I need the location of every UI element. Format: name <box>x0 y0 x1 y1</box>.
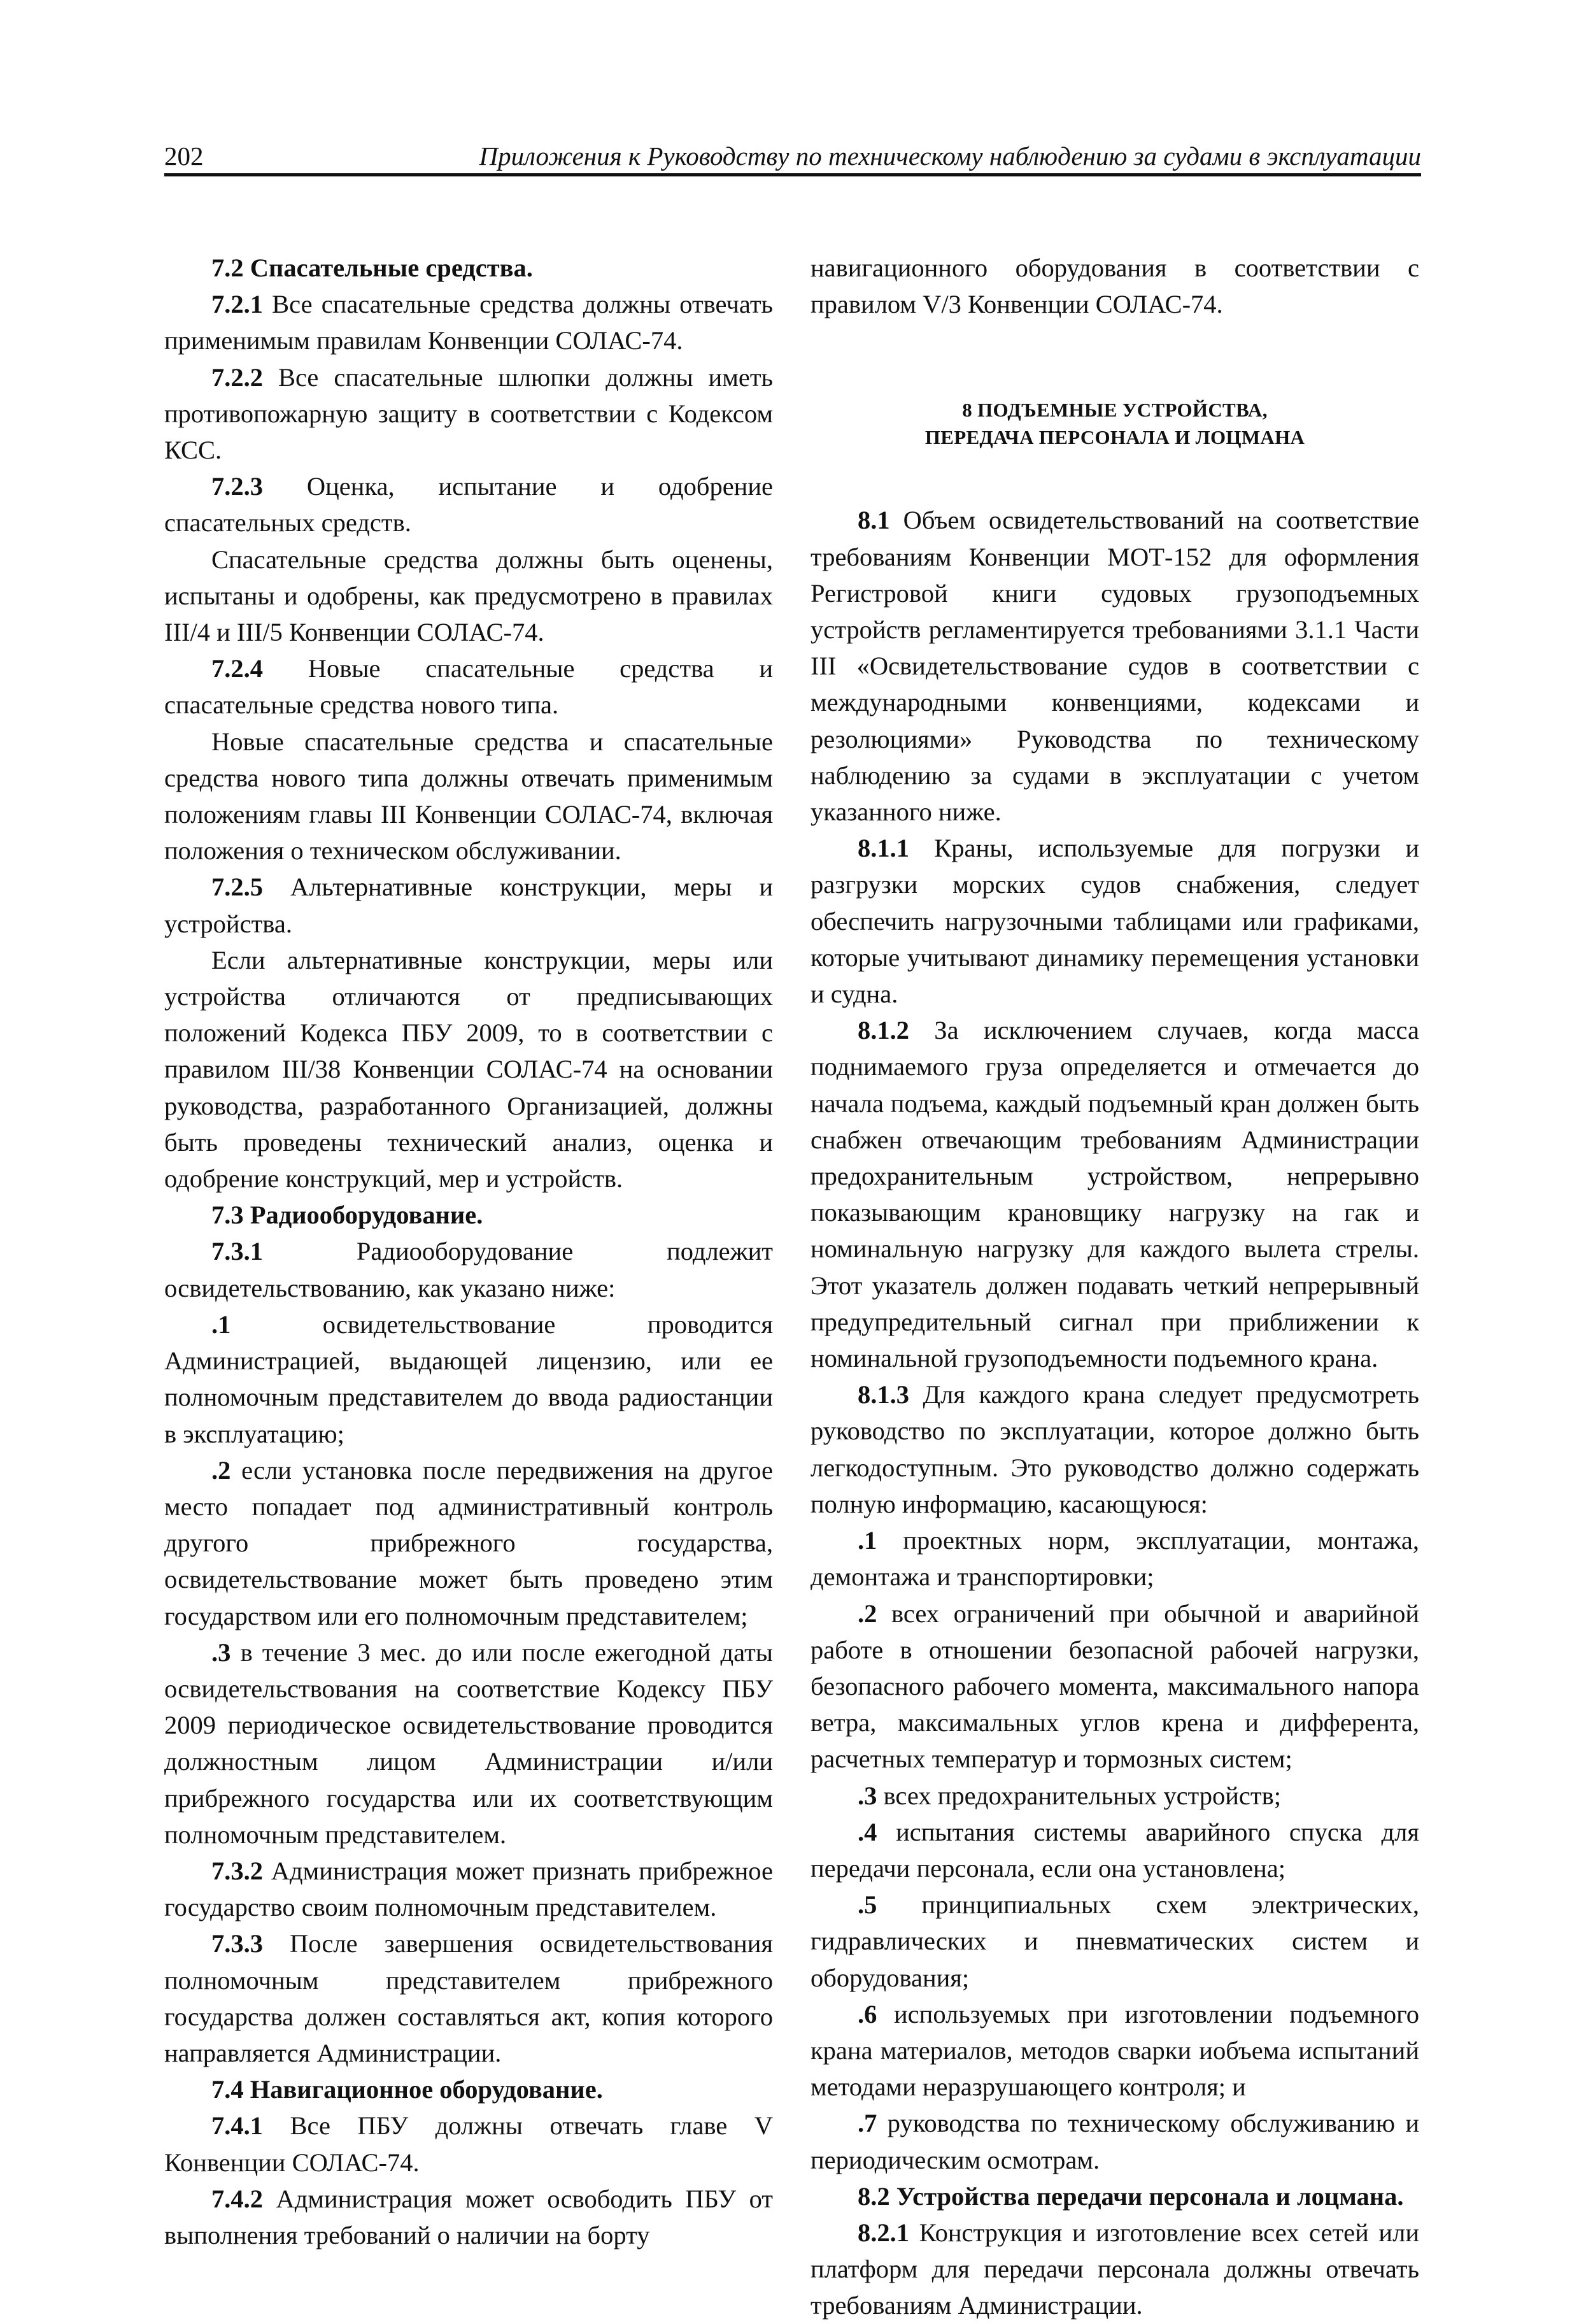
clause-text: если установка после передвижения на другое место попадает под административный контроль другого прибрежного государства, освидетельствование может быть проведено этим государством или его полномочным представителем; <box>164 1455 773 1630</box>
paragraph <box>164 1197 773 1233</box>
paragraph <box>811 1778 1419 1814</box>
clause-text: Все спасательные средства должны отвечать применимым правилам Конвенции СОЛАС-74. <box>164 290 773 355</box>
clause-number: .5 <box>858 1890 877 1920</box>
paragraph <box>164 2071 773 2107</box>
clause-number: 8.1.2 <box>858 1016 909 1045</box>
page-header <box>164 139 1421 176</box>
clause-number: .2 <box>211 1455 231 1485</box>
clause-text: испытания системы аварийного спуска для передачи персонала, если она установлена; <box>811 1817 1419 1883</box>
paragraph <box>164 2107 773 2180</box>
clause-text: Все спасательные шлюпки должны иметь противопожарную защиту в соответствии с Кодексом КСС. <box>164 362 773 465</box>
clause-text: Все ПБУ должны отвечать главе V Конвенции СОЛАС-74. <box>164 2111 773 2177</box>
paragraph <box>811 1814 1419 1886</box>
clause-text: Краны, используемые для погрузки и разгрузки морских судов снабжения, следует обеспечить нагрузочными таблицами или графиками, которые учитывают динамику перемещения установки и судна. <box>811 834 1419 1009</box>
clause-text: Администрация может признать прибрежное государство своим полномочным представителем. <box>164 1856 773 1922</box>
paragraph <box>811 2178 1419 2214</box>
section-heading-line: ПЕРЕДАЧА ПЕРСОНАЛА И ЛОЦМАНА <box>924 426 1305 449</box>
page-number: 202 <box>164 141 204 171</box>
paragraph <box>811 502 1419 830</box>
paragraph <box>164 650 773 723</box>
right-column <box>811 250 1419 2324</box>
clause-number: .4 <box>858 1817 877 1846</box>
clause-number: 8.1 <box>858 506 890 535</box>
clause-number: 8.2 Устройства передачи персонала и лоцмана. <box>858 2181 1404 2211</box>
clause-number: .2 <box>858 1599 877 1628</box>
paragraph <box>164 541 773 651</box>
clause-text: в течение 3 мес. до или после ежегодной даты освидетельствования на соответствие Кодексу ПБУ 2009 периодическое освидетельствование проводится должностным лицом Администрации и/или прибрежного государства или их соответствующим полномочным представителем. <box>164 1637 773 1849</box>
paragraph <box>164 1306 773 1452</box>
section-heading-line: 8 ПОДЪЕМНЫЕ УСТРОЙСТВА, <box>962 399 1268 422</box>
clause-number: 7.4.1 <box>211 2111 263 2141</box>
paragraph <box>811 2214 1419 2324</box>
clause-number: 7.4.2 <box>211 2184 263 2213</box>
paragraph <box>811 1012 1419 1376</box>
clause-number: 8.1.3 <box>858 1380 909 1409</box>
clause-text: руководства по техническому обслуживанию и периодическим осмотрам. <box>811 2109 1419 2174</box>
clause-number: 8.1.1 <box>858 834 909 863</box>
paragraph <box>811 1376 1419 1522</box>
paragraph <box>811 830 1419 1012</box>
paragraph <box>164 2181 773 2253</box>
clause-number: .3 <box>211 1637 231 1667</box>
clause-text: освидетельствование проводится Администрацией, выдающей лицензию, или ее полномочным представителем до ввода радиостанции в эксплуатацию; <box>164 1309 773 1448</box>
running-title: Приложения к Руководству по техническому наблюдению за судами в эксплуатации <box>479 141 1421 171</box>
clause-text: Администрация может освободить ПБУ от выполнения требований о наличии на борту <box>164 2184 773 2249</box>
clause-text: Радиооборудование подлежит освидетельствованию, как указано ниже: <box>164 1237 773 1302</box>
clause-text: всех предохранительных устройств; <box>877 1781 1281 1810</box>
clause-number: 7.2.4 <box>211 654 263 683</box>
paragraph <box>164 1452 773 1634</box>
clause-number: 7.3 Радиооборудование. <box>211 1201 483 1230</box>
paragraph <box>164 250 773 286</box>
clause-number: 7.2 Спасательные средства. <box>211 253 533 282</box>
left-column <box>164 250 773 2253</box>
clause-text: всех ограничений при обычной и аварийной работе в отношении безопасной рабочей нагрузки, безопасного рабочего момента, максимального напора ветра, максимальных углов крена и дифферента, расчетных температур и тормозных систем; <box>811 1599 1419 1774</box>
clause-text: Объем освидетельствований на соответствие требованиям Конвенции МОТ-152 для оформления Регистровой книги судовых грузоподъемных устройств регламентируется требованиями 3.1.1 Части III «Освидетельствование судов в соответствии с международными конвенциями, кодексами и резолюциями» Руководства по техническому наблюдению за судами в эксплуатации с учетом указанного ниже. <box>811 506 1419 827</box>
clause-number: 7.4 Навигационное оборудование. <box>211 2075 603 2104</box>
clause-text: проектных норм, эксплуатации, монтажа, демонтажа и транспортировки; <box>811 1526 1419 1592</box>
clause-text: используемых при изготовлении подъемного крана материалов, методов сварки иобъема испытаний методами неразрушающего контроля; и <box>811 1999 1419 2102</box>
clause-text: Новые спасательные средства и спасательные средства нового типа должны отвечать применимым положениям главы III Конвенции СОЛАС-74, включая положения о техническом обслуживании. <box>164 727 773 866</box>
paragraph <box>811 1886 1419 1996</box>
clause-text: принципиальных схем электрических, гидравлических и пневматических систем и оборудования; <box>811 1890 1419 1992</box>
paragraph <box>164 359 773 469</box>
paragraph <box>164 1634 773 1853</box>
section-heading <box>811 396 1419 451</box>
clause-number: 7.2.1 <box>211 290 263 319</box>
clause-number: 7.3.1 <box>211 1237 263 1266</box>
paragraph <box>164 724 773 869</box>
clause-text: Новые спасательные средства и спасательные средства нового типа. <box>164 654 773 720</box>
continuation-paragraph: навигационного оборудования в соответствии с правилом V/3 Конвенции СОЛАС-74. <box>811 253 1419 319</box>
paragraph <box>164 869 773 941</box>
clause-number: 7.2.3 <box>211 472 263 501</box>
paragraph <box>811 1595 1419 1778</box>
clause-number: .3 <box>858 1781 877 1810</box>
paragraph <box>811 2105 1419 2178</box>
clause-number: .7 <box>858 2109 877 2138</box>
paragraph <box>164 468 773 541</box>
clause-number: .1 <box>858 1526 877 1555</box>
clause-number: 8.2.1 <box>858 2218 909 2247</box>
clause-number: .1 <box>211 1309 231 1339</box>
clause-number: 7.3.2 <box>211 1856 263 1885</box>
paragraph <box>811 1996 1419 2106</box>
clause-text: После завершения освидетельствования полномочным представителем прибрежного государства должен составляться акт, копия которого направляется Администрации. <box>164 1929 773 2067</box>
clause-text: Оценка, испытание и одобрение спасательных средств. <box>164 472 773 538</box>
paragraph <box>811 1522 1419 1595</box>
clause-number: 7.2.5 <box>211 873 263 902</box>
paragraph <box>164 942 773 1197</box>
paragraph <box>164 1233 773 1306</box>
clause-text: Конструкция и изготовление всех сетей или платформ для передачи персонала должны отвечать требованиям Администрации. <box>811 2218 1419 2320</box>
clause-number: 7.3.3 <box>211 1929 263 1958</box>
paragraph <box>164 286 773 359</box>
clause-text: За исключением случаев, когда масса поднимаемого груза определяется и отмечается до начала подъема, каждый подъемный кран должен быть снабжен отвечающим требованиям Администрации предохранительным устройством, непрерывно показывающим крановщику нагрузку на гак и номинальную нагрузку для каждого вылета стрелы. Этот указатель должен подавать четкий непрерывный предупредительный сигнал при приближении к номинальной грузоподъемности подъемного крана. <box>811 1016 1419 1373</box>
paragraph <box>164 1853 773 1925</box>
clause-text: Спасательные средства должны быть оценены, испытаны и одобрены, как предусмотрено в правилах III/4 и III/5 Конвенции СОЛАС-74. <box>164 545 773 647</box>
clause-text: Для каждого крана следует предусмотреть руководство по эксплуатации, которое должно быть легкодоступным. Это руководство должно содержать полную информацию, касающуюся: <box>811 1380 1419 1518</box>
clause-text: Если альтернативные конструкции, меры или устройства отличаются от предписывающих положений Кодекса ПБУ 2009, то в соответствии с правилом III/38 Конвенции СОЛАС-74 на основании руководства, разработанного Организацией, должны быть проведены технический анализ, оценка и одобрение конструкций, мер и устройств. <box>164 945 773 1194</box>
clause-number: 7.2.2 <box>211 362 263 392</box>
paragraph <box>164 1925 773 2071</box>
clause-text: Альтернативные конструкции, меры и устройства. <box>164 873 773 938</box>
clause-number: .6 <box>858 1999 877 2028</box>
